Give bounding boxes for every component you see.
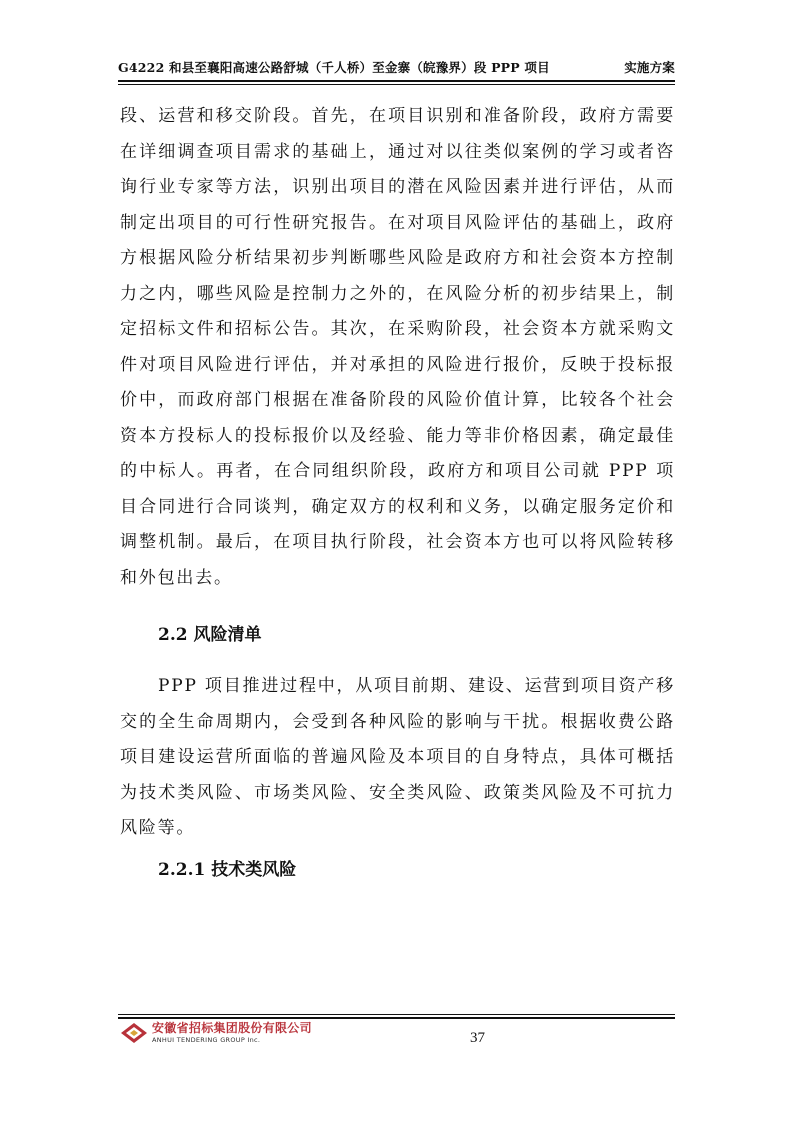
- header-title: G4222 和县至襄阳高速公路舒城（千人桥）至金寨（皖豫界）段 PPP 项目: [118, 60, 550, 75]
- company-logo-icon: [120, 1022, 148, 1044]
- page-number: 37: [470, 1030, 485, 1046]
- logo-text-block: [152, 1022, 312, 1044]
- logo-text-cn: 安徽省招标集团股份有限公司: [152, 1021, 312, 1036]
- header-rule-thick: [118, 80, 675, 82]
- page-header: [118, 52, 675, 76]
- page-body: [120, 99, 675, 887]
- header-doc-type: 实施方案: [624, 60, 675, 75]
- logo-text-en: ANHUI TENDERING GROUP Inc.: [152, 1036, 261, 1045]
- company-logo: [120, 1022, 312, 1044]
- body-paragraph-risk-overview: PPP 项目推进过程中，从项目前期、建设、运营到项目资产移交的全生命周期内，会受到各种风险的影响与干扰。根据收费公路项目建设运营所面临的普遍风险及本项目的自身特点，具体可概括为技术类风险、市场类风险、安全类风险、政策类风险及不可抗力风险等。: [120, 676, 675, 838]
- footer-rule-thin: [118, 1014, 675, 1015]
- subsection-heading-technical-risk: 2.2.1 技术类风险: [158, 859, 297, 880]
- header-rule-thin: [118, 84, 675, 85]
- footer-rule-thick: [118, 1017, 675, 1019]
- body-paragraph-continuation: 段、运营和移交阶段。首先，在项目识别和准备阶段，政府方需要在详细调查项目需求的基础上，通过对以往类似案例的学习或者咨询行业专家等方法，识别出项目的潜在风险因素并进行评估，从而制定出项目的可行性研究报告。在对项目风险评估的基础上，政府方根据风险分析结果初步判断哪些风险是政府方和社会资本方控制力之内，哪些风险是控制力之外的，在风险分析的初步结果上，制定招标文件和招标公告。其次，在采购阶段，社会资本方就采购文件对项目风险进行评估，并对承担的风险进行报价，反映于投标报价中，而政府部门根据在准备阶段的风险价值计算，比较各个社会资本方投标人的投标报价以及经验、能力等非价格因素，确定最佳的中标人。再者，在合同组织阶段，政府方和项目公司就 PPP 项目合同进行合同谈判，确定双方的权利和义务，以确定服务定价和调整机制。最后，在项目执行阶段，社会资本方也可以将风险转移和外包出去。: [120, 106, 675, 588]
- section-heading-risk-list: 2.2 风险清单: [158, 625, 262, 645]
